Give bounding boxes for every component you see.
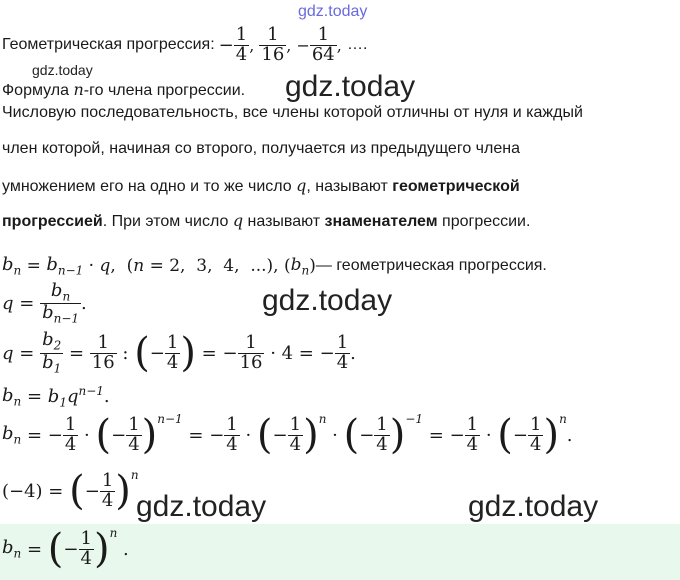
definition-line-1: Числовую последовательность, все члены которой отличны от нуля и каждый — [2, 104, 583, 121]
final-answer: $b_n$ = ( − $\frac{1}{4}$ ) n . — [2, 526, 129, 572]
general-term-expansion: $b_n$ = − $\frac{1}{4}$ · ( − $\frac{1}{4}$ ) n−1 = − $\frac{1}{4}$ · ( − $\frac{1}{4}$ ) n · ( − $\frac{1}{4}$ ) −1 = − $\frac{1}{4}$ · ( − $\frac{1}{4}$ ) n . — [2, 412, 573, 458]
watermark-bottom-right: gdz.today — [468, 490, 599, 523]
term-2: $\frac{1}{16}$ — [261, 24, 285, 65]
equation-step: (−4) = ( − $\frac{1}{4}$ ) n — [2, 468, 139, 514]
general-term-formula: $b_n$ = $b_1q^{n-1}$ . — [2, 384, 110, 410]
definition-line-4: прогрессией. При этом число q называют знаменателем прогрессии. — [2, 211, 531, 230]
term-1: $\frac{1}{4}$ — [235, 24, 248, 65]
recurrence-formula: $b_n$ = $b_{n-1}$ · q , ( n = 2, 3, 4, ...), ( $b_n$ ) — геометрическая прогрессия. — [2, 254, 547, 278]
progression-line: Геометрическая прогрессия: − $\frac{1}{4}$ , $\frac{1}{16}$ , − $\frac{1}{64}$ , …. — [2, 24, 368, 65]
watermark-top: gdz.today — [298, 3, 368, 20]
watermark-bottom-left: gdz.today — [136, 490, 267, 523]
definition-line-2: член которой, начиная со второго, получается из предыдущего члена — [2, 140, 520, 157]
progression-tail: …. — [346, 36, 368, 54]
q-computation: q = $\frac{b_2}{b_1}$ = $\frac{1}{16}$ : ( − $\frac{1}{4}$ ) = − $\frac{1}{16}$ · 4 = − $\frac{1}{4}$ . — [2, 329, 356, 376]
formula-heading: Формула n-го члена прогрессии. — [2, 80, 246, 99]
term-3: $\frac{1}{64}$ — [311, 24, 335, 65]
watermark-middle: gdz.today — [262, 284, 393, 317]
watermark-left: gdz.today — [32, 62, 93, 78]
watermark-line2: gdz.today — [285, 70, 416, 103]
progression-label: Геометрическая прогрессия: — [2, 36, 215, 54]
q-definition: q = $\frac{b_n}{b_{n-1}}$ . — [2, 280, 87, 326]
definition-line-3: умножением его на одно и то же число q, называют геометрической — [2, 176, 520, 195]
